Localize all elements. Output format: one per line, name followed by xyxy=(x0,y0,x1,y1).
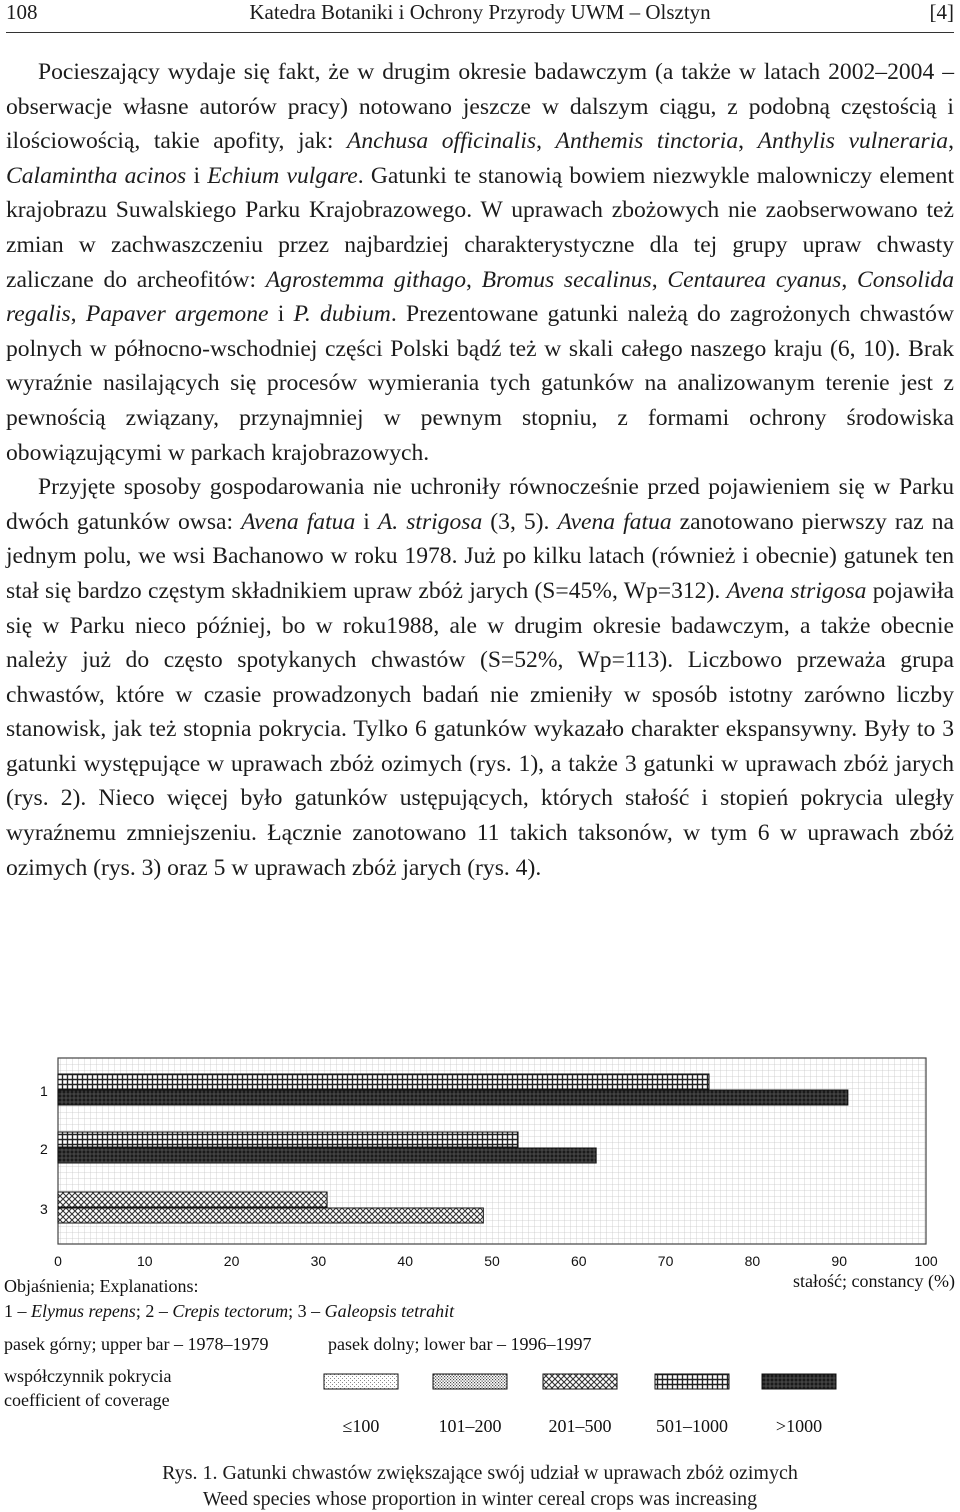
figure-1-chart xyxy=(0,1052,960,1454)
x-tick-label: 30 xyxy=(310,1253,327,1269)
article-body xyxy=(6,55,954,885)
species-name: Crepis tectorum xyxy=(172,1301,289,1321)
x-tick-label: 20 xyxy=(223,1253,240,1269)
species-number: 1 – xyxy=(4,1301,31,1321)
text-run: , xyxy=(948,128,955,155)
text-run: zanotowano pierwszy raz na jednym polu, we wsi Bachanowo w roku 1978. Już po kilku latach (również i obecnie) gatunek ten stał się bardzo częstym składnikiem upraw zbóż jarych (S=45%, Wp=312). xyxy=(6,508,954,604)
coverage-class-label: 101–200 xyxy=(438,1416,502,1436)
text-run: (3, 5). xyxy=(482,508,558,535)
x-tick-label: 50 xyxy=(484,1253,500,1269)
caption-polish: Rys. 1. Gatunki chwastów zwiększające swój udział w uprawach zbóż ozimych xyxy=(162,1462,798,1484)
x-tick-label: 0 xyxy=(54,1253,62,1269)
text-run: i xyxy=(355,508,378,535)
species-name: Bromus secalinus xyxy=(481,266,652,293)
x-axis-title: stałość; constancy (%) xyxy=(793,1271,955,1291)
page-number: 108 xyxy=(6,0,38,24)
text-run: pojawiła się w Parku nieco później, bo w roku1988, ale w drugim okresie badawczym, a także obecnie należy już do często spotykanych chwastów (S=52%, Wp=113). Liczbowo przeważa grupa chwastów, które w czasie prowadzonych badań nie zmieniły w sposób istotny zarówno liczby stanowisk, jak też stopnia pokrycia. Tylko 6 gatunków wykazało charakter ekspansywny. Były to 3 gatunki występujące w uprawach zbóż ozimych (rys. 1), a także 3 gatunki w uprawach zbóż jarych (rys. 2). Nieco więcej było gatunków ustępujących, których stałość i stopień pokrycia uległy wyraźnemu zmniejszeniu. Łącznie zanotowano 11 takich taksonów, w tym 6 w uprawach zbóż ozimych (rys. 3) oraz 5 w uprawach zbóż jarych (rys. 4). xyxy=(6,577,954,881)
category-label: 3 xyxy=(40,1201,48,1217)
coverage-swatch xyxy=(433,1374,507,1389)
x-tick-label: 90 xyxy=(831,1253,847,1269)
species-name: Centaurea cyanus xyxy=(667,266,842,293)
text-run: . Gatunki te stanowią bowiem niezwykle malowniczy element krajobrazu Suwalskiego Parku Krajobrazowego. W uprawach zbożowych nie zaobserwowano też zmian w zachwaszczeniu przez najbardziej charakterystyczne dla tej grupy upraw chwasty zaliczane do archeofitów: xyxy=(6,162,954,293)
bar-lower-2 xyxy=(58,1148,596,1163)
species-name: P. dubium xyxy=(293,301,391,328)
x-tick-label: 40 xyxy=(397,1253,413,1269)
species-name: Anthylis vulneraria xyxy=(757,128,949,155)
coverage-class-label: >1000 xyxy=(775,1416,823,1436)
species-name: Galeopsis tetrahit xyxy=(324,1301,455,1321)
text-run: i xyxy=(186,162,208,189)
text-run: i xyxy=(268,301,294,328)
bar-lower-1 xyxy=(58,1090,848,1105)
x-tick-label: 70 xyxy=(657,1253,674,1269)
text-run: , xyxy=(536,128,556,155)
coverage-swatch xyxy=(543,1374,617,1389)
coverage-swatch xyxy=(655,1374,729,1389)
species-name: Avena strigosa xyxy=(726,577,867,604)
species-name: Consolida regalis xyxy=(6,266,954,328)
text-run: , xyxy=(70,301,86,328)
legend-title: Objaśnienia; Explanations: xyxy=(4,1276,199,1296)
x-tick-label: 100 xyxy=(914,1253,938,1269)
x-tick-label: 80 xyxy=(744,1253,761,1269)
x-tick-label: 60 xyxy=(571,1253,587,1269)
text-run: , xyxy=(466,266,482,293)
upper-bar-legend: pasek górny; upper bar – 1978–1979 xyxy=(4,1334,269,1354)
text-run: Pocieszający wydaje się fakt, że w drugim okresie badawczym (a także w latach 2002–2004 – obserwacje własne autorów pracy) notowano jeszcze w dalszym ciągu, z podobną częstością i ilościowością, takie apofity, jak: xyxy=(6,59,954,155)
bar-lower-3 xyxy=(58,1208,483,1223)
separator: ; xyxy=(288,1301,298,1321)
coverage-class-label: ≤100 xyxy=(342,1416,380,1436)
issue-number: [4] xyxy=(929,0,954,24)
bar-upper-1 xyxy=(58,1074,709,1089)
journal-title: Katedra Botaniki i Ochrony Przyrody UWM – Olsztyn xyxy=(249,0,711,24)
species-number: 3 – xyxy=(297,1301,325,1321)
species-name: Avena fatua xyxy=(557,508,672,535)
separator: ; xyxy=(135,1301,146,1321)
coverage-class-label: 201–500 xyxy=(548,1416,612,1436)
species-name: Calamintha acinos xyxy=(6,162,187,189)
paragraph xyxy=(6,55,954,470)
bar-upper-3 xyxy=(58,1192,327,1207)
x-tick-label: 10 xyxy=(137,1253,153,1269)
text-run: , xyxy=(841,266,857,293)
coverage-swatch xyxy=(762,1374,836,1389)
category-label: 2 xyxy=(40,1141,48,1157)
figure-caption xyxy=(0,1460,960,1512)
species-name: Papaver argemone xyxy=(85,301,269,328)
coverage-title-pl: współczynnik pokrycia xyxy=(4,1366,172,1386)
species-name: A. strigosa xyxy=(377,508,483,535)
coverage-swatch xyxy=(324,1374,398,1389)
species-name: Avena fatua xyxy=(241,508,356,535)
bar-upper-2 xyxy=(58,1132,518,1147)
species-legend xyxy=(4,1301,455,1321)
category-label: 1 xyxy=(40,1083,48,1099)
coverage-title-en: coefficient of coverage xyxy=(4,1390,170,1410)
species-name: Echium vulgare xyxy=(207,162,358,189)
text-run: , xyxy=(651,266,668,293)
text-run: . Prezentowane gatunki należą do zagrożonych chwastów polnych w północno-wschodniej części Polski bądź też w skali całego naszego kraju (6, 10). Brak wyraźnie nasilających się procesów wymierania tych gatunków na analizowanym terenie jest z pewnością związany, przynajmniej w pewnym stopniu, z formami ochrony środowiska obowiązującymi w parkach krajobrazowych. xyxy=(6,301,954,466)
running-header xyxy=(6,0,954,33)
caption-english: Weed species whose proportion in winter cereal crops was increasing xyxy=(202,1488,758,1510)
species-name: Anchusa officinalis xyxy=(346,128,537,155)
text-run: Przyjęte sposoby gospodarowania nie uchroniły równocześnie przed pojawieniem się w Parku dwóch gatunków owsa: xyxy=(6,474,954,535)
species-name: Elymus repens xyxy=(31,1301,136,1321)
coverage-class-label: 501–1000 xyxy=(656,1416,728,1436)
species-number: 2 – xyxy=(145,1301,173,1321)
species-name: Anthemis tinctoria xyxy=(555,128,739,155)
lower-bar-legend: pasek dolny; lower bar – 1996–1997 xyxy=(328,1334,592,1354)
paragraph xyxy=(6,470,954,885)
text-run: , xyxy=(738,128,758,155)
species-name: Agrostemma githago xyxy=(265,266,466,293)
